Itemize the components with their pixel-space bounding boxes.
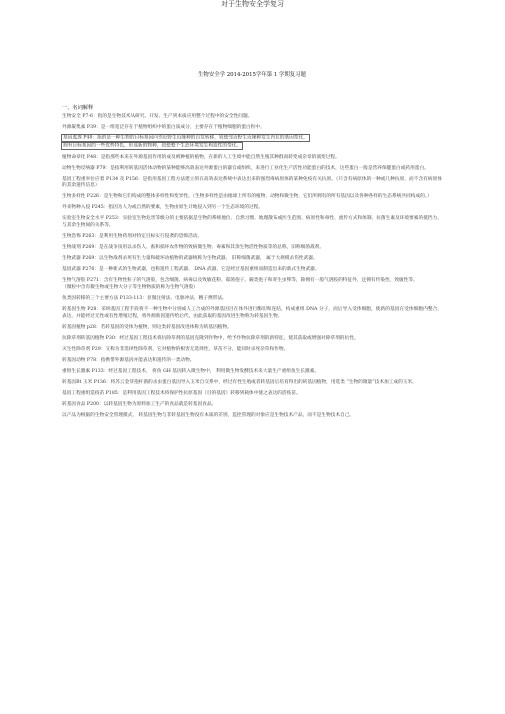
term-nonselective-herbicide: 灭生性除草剂 P29：又称为非选择性除草剂，它对植物的根害无选择性，草苗不分，能同时杀死杂草和作物。 [62, 346, 289, 352]
term-bioterrorism: 生物恐怖 P263：是利用生物药剂对特定目标实行侵袭的恐怖活动。 [62, 233, 203, 239]
term-invasive-species: 外来物种入侵 P245：指因为人为或自然的要素，生物由原生计地侵入到另一个生态环境的过程。 [62, 205, 264, 211]
term-genetic-weapon: 基因武器 P276：是一种新式的生物武器，也称遗传工程武器、 DNA 武器，它是经过基因重组而制造出来的新式生物武器。 [62, 266, 320, 272]
term-plant-weediness: 植物命章化 P48：是指那些本来在外源基因作用的成及被种植的植物，在新的人工生境中能自然生殖其种群而转变成杂章的演变过程。 [62, 154, 340, 160]
term-bt-corn: 转基因Bt 玉米 P136：将苏云金芽孢杆菌的杀虫蛋白基因导入玉米自交系中，经过有性生殖或者转基因后培育得出的转基因植物，用选类 “生物的微量”技术加工成的玉米。 [62, 379, 417, 385]
term-biodiversity: 生物多样性 P226：是生物和它们构成的整体多样性和变异性。（生物多样性是由地球上所有的植物、动物和微生物，它们所拥有的所有基因以及各种各样的生态系统共同构成的。） [62, 194, 432, 200]
term-lectin: 外源凝集素 P39：是一组宽泛存在于植物组织中的蛋白质成分，主要存在于植物细胞的蛋白粒中。 [62, 124, 265, 130]
term-animal-bioreactor: 动物生物反响器 P79：是指利用转基因活体动物的某种能够高效表达外源蛋白的器官或组织，来进行工业化生产活性功能蛋白的技术，这些蛋白一般是营养保健蛋白或药用蛋白。 [62, 165, 429, 171]
document-title: 生物安全学 2014-2015学年第 1 学期复习题 [198, 72, 306, 78]
term-biosafety: 生物安全 P7-6：指的是生物技术从研究、开发、生产到本质应用整个过程中的安全性问题。 [62, 114, 253, 119]
section-heading: 一、名词解释 [62, 105, 94, 111]
term-gmo: 转基因生物 P28：采纳基因工程手段将不一种生物中分别或人工合成的外源基因目在体外进行酶切和连结，构成重组 DNA 分子，而后导入受体细胞，使新的基因在受体细胞内整合、表达，并能经过无性或有性增殖过程，将外源新因遗传给后代，由此获取的基因改进生物称为转基因生物。 [62, 307, 442, 319]
term-gm-animal: 转基因动物 P78：指携带外源基因并能表达和遗传的一类动物。 [62, 357, 195, 363]
page-header-title: 对于生物安全学复习 [221, 0, 284, 8]
term-biological-weapon: 生物武器 P269：以生物战剂杀死有生力量和破坏动植物的武器统称为生物武器。 旧称细菌武器， 属于大规模杀伤性武器。 [62, 255, 318, 261]
term-bioaerosol: 生物气溶胶 P271：含有生物性粒子的气溶胶，包含细菌、病毒以及致敏花粉、霉菌孢子、蕨类孢子和寄生虫卵等，除拥有一般气溶胶的特征外，还拥有传染性、致敏性等。 [62, 277, 418, 283]
term-gm-food: 转基因食品 P200：以转基因生物为原料加工生产的食品就是转基因食品。 [62, 401, 217, 407]
term-recombinant-growth-hormone: 重组生长激素 P133：经过基因工程技术， 将鱼 GH 基因转入微生物中， 利用微生物发酵技术来大量生产重组鱼生长激素。 [62, 368, 320, 374]
term-bioaerosol-note: （微粒中含有微生物或生物大分子等生物物质的称为生物气溶胶） [62, 285, 198, 291]
term-herbicide-resistant-plant: 抗除草剂转基因植物 P30：经过基因工程技术将抗除草剂的基因克隆到作物中，给予作物抗除草剂的新特征，使其获取或增强对除草剂的抗性。 [62, 335, 359, 341]
term-gm-plant: 转基因植物 p28：若转基因的受体为植物，则这类转基因改进体称为转基因植物。 [62, 324, 232, 330]
term-lab-biosafety-level: 实验室生物安全水平 P253：实验室生物危害等级分的主要依据是生物的系统地位、自然习惯、地理散布或医生范围、病原性和毒性、流传方式和体制、抗菌生素及环境要素的抵挡力、与其余生物间的关系等。 [62, 216, 442, 228]
term-fish-gene-transfer: 鱼类因转移的三个主要方法 P133-113：显微注射法、电脉冲法、精子携带法。 [62, 296, 227, 302]
term-engineered-vaccine: 基因工程重组造疫苗 P185：是利用基因工程技术将保护性抗原基因（目的基因）转移到载体中使之表达的活疫苗。 [62, 390, 301, 396]
document-page [62, 14, 442, 704]
term-recombinant-vaccine: 基因工程重举位应着 P134 及 P156：是指用基因工程方法建立的在高效表达系统中表达出来的强烈毒病原体的某种免疫有关抗原。（只含有病原体的一种或几种抗原，而不含有病原体的其余遗传信息） [62, 176, 442, 189]
term-product-based-management: 以产品为根据的生物安全管理模式， 转基因生物与非转基因生物没有本质的差别，监控管理的对象应是生物技术产品，而不是生物技术自己。 [62, 412, 355, 418]
term-gene-escape-cont [62, 144, 442, 151]
highlighted-text: 基因逃逸 P48：指的是一种生物的目标基因向邻近野生近缘种的自发转移，致使邻近野生近缘种发生内在的基因变化， [63, 135, 308, 141]
term-biological-agent: 生物战剂 P269：是在战争顶用以杀伤人、畜和损坏农作物的致病微生物、毒素和其余生物活性物质等的总称，旧称细菌战剂。 [62, 244, 325, 250]
highlighted-text: 拥有目标基因的一些优势特色，形成新的物种，致使整个生态环境发生构造性的变化。 [63, 143, 242, 149]
